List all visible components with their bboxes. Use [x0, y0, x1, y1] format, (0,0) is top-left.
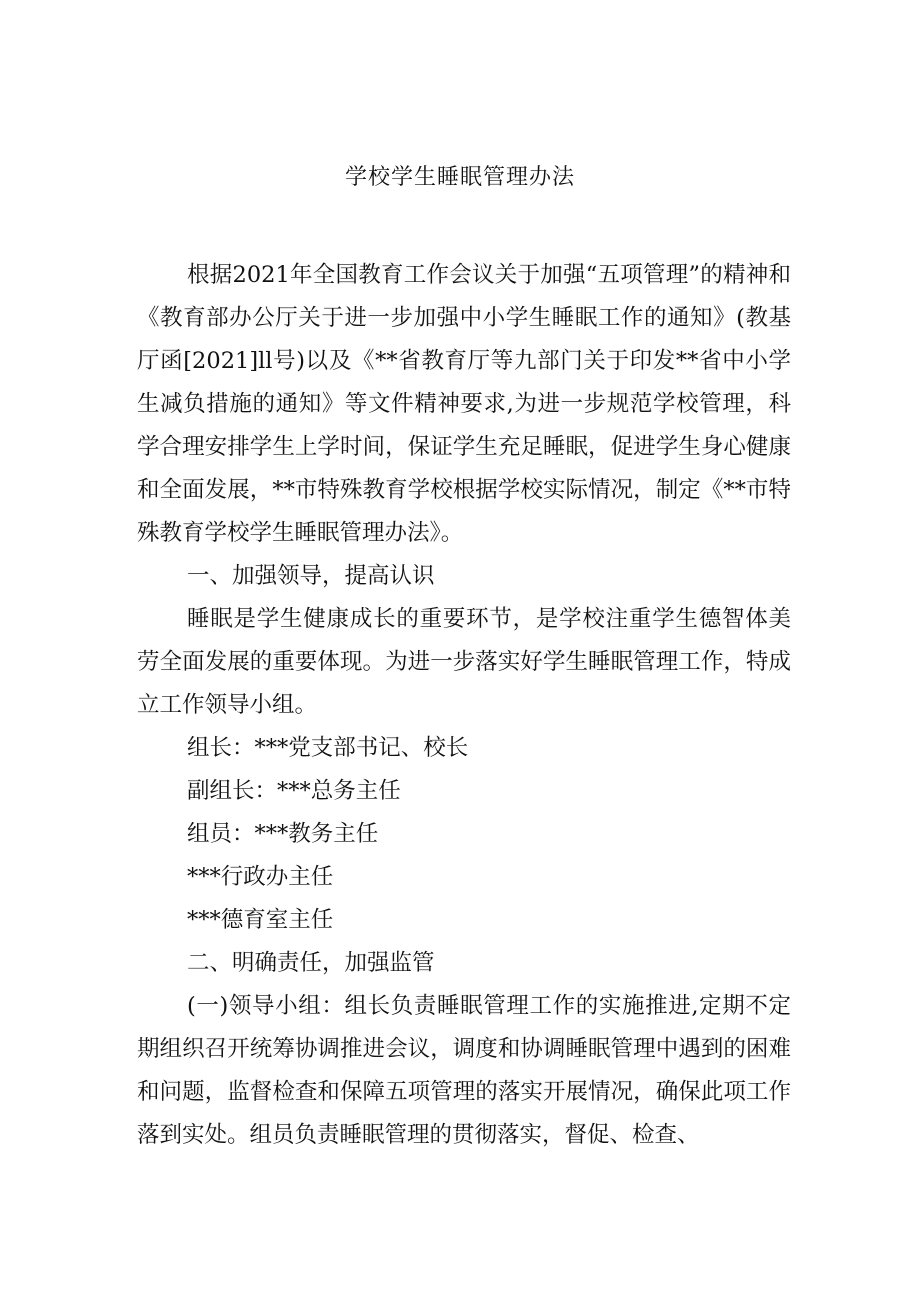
section-heading-1: 一、加强领导，提高认识 — [187, 563, 435, 589]
deputy-leader-line: 副组长：***总务主任 — [187, 778, 401, 804]
document-title: 学校学生睡眠管理办法 — [344, 165, 575, 190]
member-line-1: 组员：***教务主任 — [187, 821, 379, 847]
member-line-2: ***行政办主任 — [187, 864, 334, 890]
leader-line: 组长：***党支部书记、校长 — [187, 735, 469, 761]
intro-paragraph: 根据2021年全国教育工作会议关于加强“五项管理”的精神和《教育部办公厅关于进一步加强中小学生睡眠工作的通知》(教基厅函[2021]ll号)以及《**省教育厅等九部门关于印发**省中小学生减负措施的通知》等文件精神要求,为进一步规范学校管理，科学合理安排学生上学时间，保证学生充足睡眠，促进学生身心健康和全面发展，**市特殊教育学校根据学校实际情况，制定《**市特殊教育学校学生睡眠管理办法》。 — [137, 262, 791, 546]
member-line-3: ***德育室主任 — [187, 907, 334, 933]
document-body — [137, 254, 791, 1157]
section-2-paragraph: (一)领导小组：组长负责睡眠管理工作的实施推进,定期不定期组织召开统筹协调推进会议，调度和协调睡眠管理中遇到的困难和问题，监督检查和保障五项管理的落实开展情况，确保此项工作落到实处。组员负责睡眠管理的贯彻落实，督促、检查、 — [137, 993, 791, 1148]
section-1-paragraph: 睡眠是学生健康成长的重要环节，是学校注重学生德智体美劳全面发展的重要体现。为进一步落实好学生睡眠管理工作，特成立工作领导小组。 — [137, 606, 791, 718]
section-heading-2: 二、明确责任，加强监管 — [187, 950, 435, 976]
